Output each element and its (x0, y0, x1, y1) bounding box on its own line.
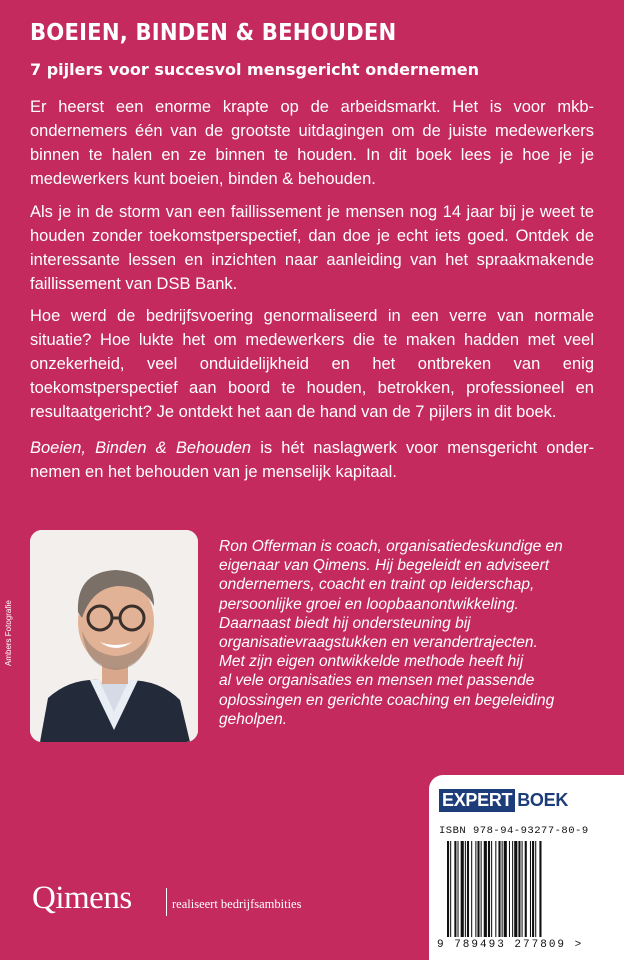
barcode-stripe (514, 841, 517, 937)
barcode-stripe (522, 841, 523, 937)
bio-line: Met zijn eigen ontwikkelde methode heeft hij (219, 653, 524, 671)
barcode-icon (447, 841, 607, 937)
barcode-stripe (491, 841, 492, 937)
intro-paragraph: Er heerst een enorme krapte op de arbeidsmarkt. Het is voor mkb-ondernemers één van de grootste uitdagingen om de juiste medewerkers binnen te halen en ze binnen te houden. In dit boek lees je hoe je je medewerkers kunt boeien, binden & behouden. (30, 98, 594, 188)
author-portrait-illustration (30, 530, 198, 742)
bio-line: Ron Offerman is coach, organisatiedeskundige en (219, 538, 563, 555)
barcode-stripe (539, 841, 541, 937)
summary-text: is hét naslagwerk voor mensgericht ondernemen en het behouden van je menselijk kapitaal. (30, 439, 594, 481)
bio-line: al vele organisaties en mensen met passende (219, 672, 535, 690)
barcode-stripe (518, 841, 520, 937)
author-bio (219, 537, 599, 729)
summary-paragraph (30, 436, 594, 484)
barcode-stripe (461, 841, 464, 937)
barcode-stripe (465, 841, 466, 937)
barcode-stripe (512, 841, 513, 937)
barcode-stripe (488, 841, 490, 937)
barcode-stripe (498, 841, 500, 937)
barcode-digits: 9 789493 277809 (437, 939, 567, 951)
summary-book-title: Boeien, Binden & Behouden (30, 439, 252, 457)
barcode-stripe (475, 841, 476, 937)
barcode-stripe (467, 841, 469, 937)
barcode-stripe (535, 841, 536, 937)
barcode-stripe (471, 841, 472, 937)
barcode-stripe (484, 841, 487, 937)
photo-credit: Ambers Fotografie (4, 600, 13, 666)
barcode-stripe (502, 841, 503, 937)
barcode-stripe (509, 841, 510, 937)
isbn-text: ISBN 978-94-93277-80-9 (439, 825, 589, 837)
barcode-end-mark: > (574, 939, 584, 951)
book-subtitle: 7 pijlers voor succesvol mensgericht ondernemen (30, 60, 479, 79)
publisher-logo-box: EXPERT (439, 789, 515, 812)
barcode-stripe (450, 841, 451, 937)
bio-line: persoonlijke groei en loopbaanontwikkeling. (219, 595, 519, 613)
barcode-stripe (495, 841, 496, 937)
bio-line: oplossingen en gerichte coaching en begeleiding (219, 691, 555, 709)
qimens-logo: Qimens (32, 880, 132, 916)
book-title: BOEIEN, BINDEN & BEHOUDEN (30, 20, 397, 46)
dsb-paragraph: Als je in de storm van een faillissement je mensen nog 14 jaar bij je weet te houden zonder toekomstperspectief, dan doe je echt iets goed. Ontdek de interessante lessen en inzichten naar aanleiding van het spraakmakende faillissement van DSB Bank. (30, 203, 594, 293)
barcode-stripe (532, 841, 534, 937)
barcode-stripe (447, 841, 449, 937)
barcode-panel (429, 775, 624, 960)
barcode-stripe (477, 841, 479, 937)
barcode-stripe (458, 841, 459, 937)
questions-paragraph: Hoe werd de bedrijfsvoering genormaliseerd in een verre van normale situatie? Hoe lukte het om medewerkers die te maken hadden met veel onzekerheid, veel onduidelijkheid en het ontbreken van enig toekomstperspectief aan boord te houden, betrokken, professioneel en resultaatgericht? Je ontdekt het aan de hand van de 7 pijlers in dit boek. (30, 307, 594, 421)
publisher-logo-rest: BOEK (517, 790, 569, 810)
bio-line: ondernemers, coacht en traint op leiderschap, (219, 576, 535, 594)
barcode-stripe (481, 841, 482, 937)
barcode-stripe (454, 841, 456, 937)
author-photo (30, 530, 198, 742)
barcode-stripe (525, 841, 527, 937)
bio-line: Daarnaast biedt hij ondersteuning bij (219, 614, 471, 632)
publisher-logo (439, 789, 568, 812)
bio-line: geholpen. (219, 710, 288, 728)
qimens-tagline: realiseert bedrijfsambities (172, 897, 302, 911)
barcode-stripe (530, 841, 531, 937)
logo-divider (166, 888, 167, 916)
barcode-number (437, 939, 583, 951)
bio-line: organisatievraagstukken en verandertrajecten. (219, 634, 538, 652)
bio-line: eigenaar van Qimens. Hij begeleidt en adviseert (219, 557, 549, 575)
barcode-stripe (504, 841, 507, 937)
